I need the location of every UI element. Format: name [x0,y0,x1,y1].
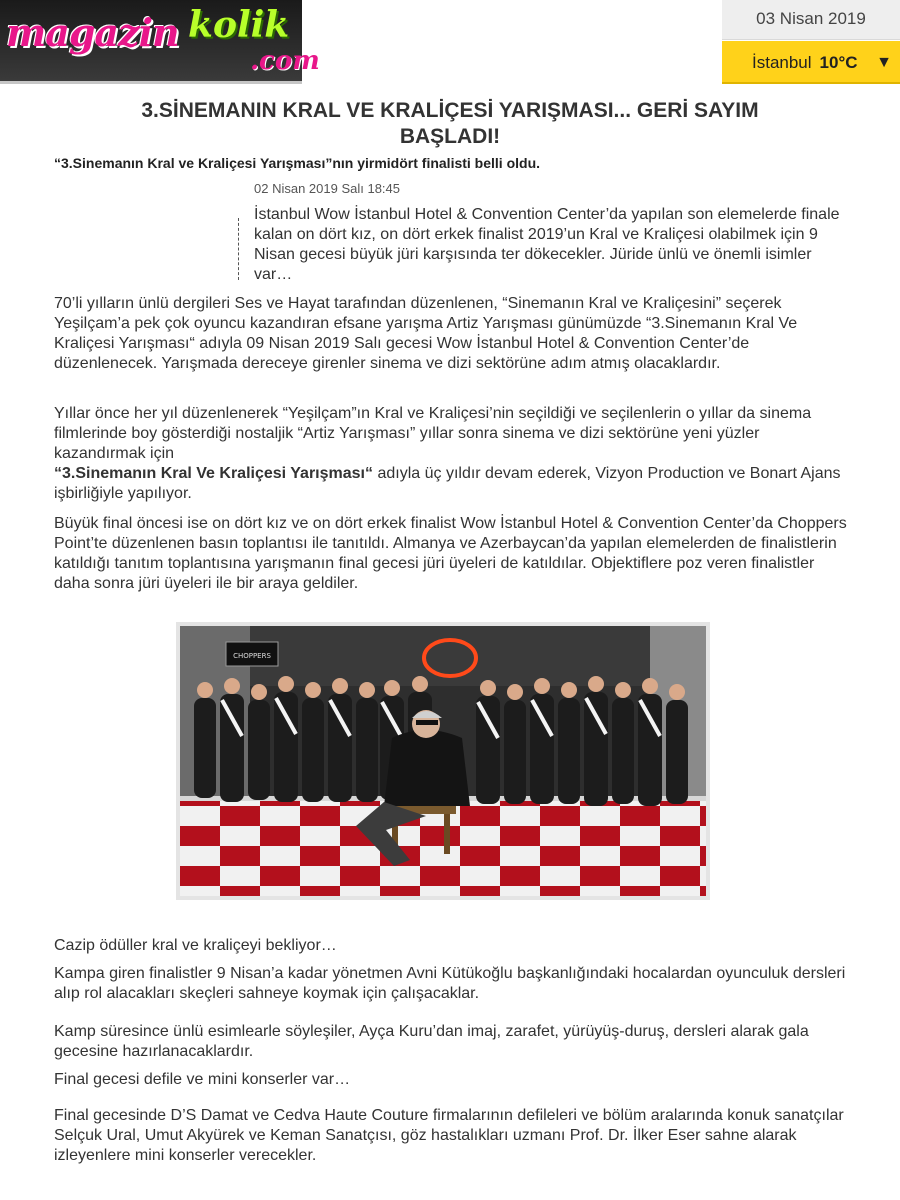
paragraph-4: Kampa giren finalistler 9 Nisan’a kadar yönetmen Avni Kütükoğlu başkanlığındaki hocalardan oyunculuk dersleri alıp rol alacakları skeçleri sahneye koymak için çalışacaklar. [54,965,846,1002]
paragraph-2-lead: Yıllar önce her yıl düzenlenerek “Yeşilçam”ın Kral ve Kraliçesi’nin seçildiği ve seçilenlerin o yıllar da sinema filmlerinde boy gösterdiği nostaljik “Artiz Yarışması” yıllar sonra sinema ve dizi sektörüne yeni yüzler kazandırmak için [54,405,812,462]
site-logo[interactable] [0,0,320,84]
article-photo [176,622,710,900]
article-intro: İstanbul Wow İstanbul Hotel & Convention Center’da yapılan son elemelerde finale kalan on dört kız, on dört erkek finalist 2019’un Kral ve Kraliçesi olabilmek için 9 Nisan gecesi büyük jüri karşısında ter dökecekler. Jüride ünlü ve önemli isimler var… [254,206,840,283]
paragraph-3: Büyük final öncesi ise on dört kız ve on dört erkek finalist Wow İstanbul Hotel & Convention Center’da Choppers Point’te düzenlenen basın toplantısı ile tanıtıldı. Almanya ve Azerbaycan’da yapılan elemelerden de finalistlerin katıldığı tanıtım toplantısına yarışmanın final gecesi jüri üyeleri de katıldılar. Objektiflere poz veren finalistler daha sonra jüri üyeleri ile bir araya geldiler. [54,515,847,592]
intro-divider [238,218,241,280]
photo-sign-text: CHOPPERS [233,652,271,660]
current-date: 03 Nisan 2019 [722,0,900,40]
weather-widget[interactable] [722,41,900,84]
publish-date: 02 Nisan 2019 Salı 18:45 [254,181,400,196]
weather-temperature: 10°C [819,53,858,72]
section-heading-final: Final gecesi defile ve mini konserler var… [54,1071,351,1088]
weather-city: İstanbul [752,53,812,72]
paragraph-2-contest-name: “3.Sinemanın Kral Ve Kraliçesi Yarışması“ [54,465,373,482]
paragraph-1: 70’li yılların ünlü dergileri Ses ve Hayat tarafından düzenlenen, “Sinemanın Kral ve Kraliçesini” seçerek Yeşilçam’a pek çok oyuncu kazandıran efsane yarışma Artiz Yarışması günümüzde “3.Sinemanın Kral Ve Kraliçesi Yarışması“ adıyla 09 Nisan 2019 Salı gecesi Wow İstanbul Hotel & Convention Center’de düzenlenecek. Yarışmada dereceye girenler sinema ve dizi sektörüne adım atmış olacaklardır. [54,295,798,372]
paragraph-6: Final gecesinde D’S Damat ve Cedva Haute Couture firmalarının defileleri ve bölüm aralarında konuk sanatçılar Selçuk Ural, Umut Akyürek ve Keman Sanatçısı, göz hastalıkları uzmanı Prof. Dr. İlker Eser sahne alarak izleyenlere mini konserler verecekler. [54,1107,844,1164]
triangle-down-icon[interactable]: ▼ [876,54,892,71]
logo-main-text: magazin [6,10,179,55]
section-heading-prizes: Cazip ödüller kral ve kraliçeyi bekliyor… [54,937,337,954]
paragraph-5: Kamp süresince ünlü esimlearle söyleşiler, Ayça Kuru’dan imaj, zarafet, yürüyüş-duruş, dersleri alarak gala gecesine hazırlanacaklardır. [54,1023,809,1060]
paragraph-2 [54,404,854,504]
article-title: 3.SİNEMANIN KRAL VE KRALİÇESİ YARIŞMASI... GERİ SAYIM BAŞLADI! [141,99,759,148]
article-subtitle: “3.Sinemanın Kral ve Kraliçesi Yarışması”nın yirmidört finalisti belli oldu. [54,155,541,171]
paragraph-2-tail: adıyla üç yıldır devam ederek, Vizyon Production ve Bonart Ajans işbirliğiyle yapılıyor. [54,465,841,502]
logo-suffix-text: .com [250,46,320,76]
logo-accent-text: kolik [188,4,290,46]
